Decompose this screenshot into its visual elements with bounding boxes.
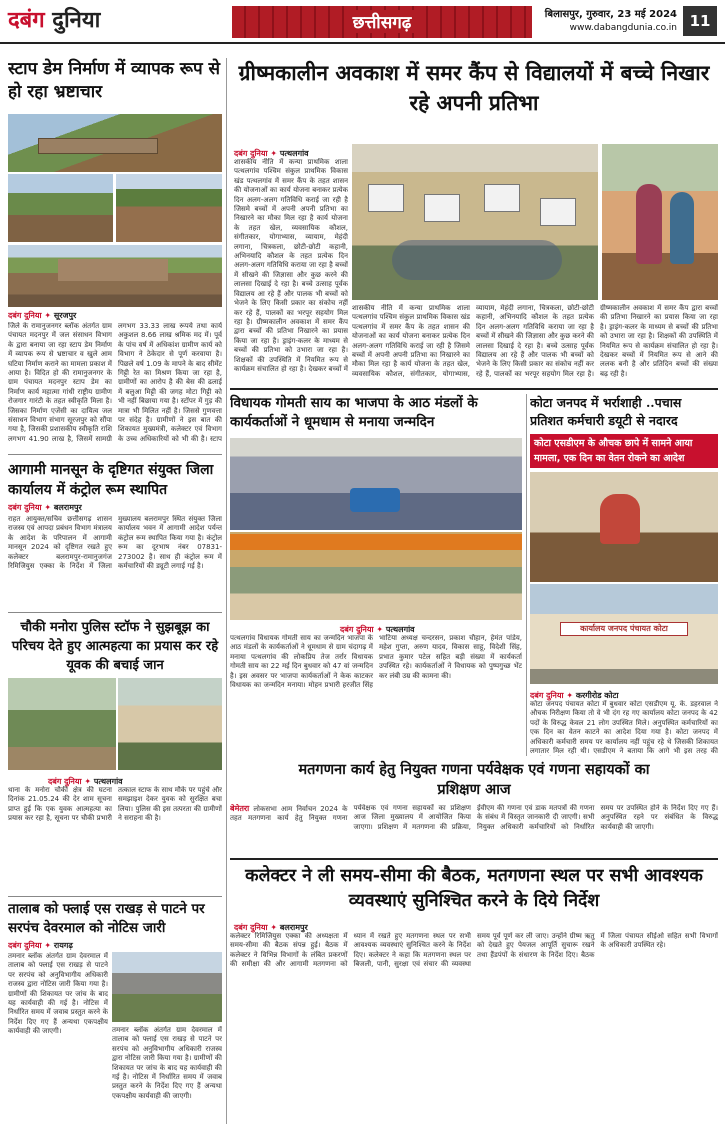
- byline-source: दबंग दुनिया: [234, 149, 268, 158]
- divider: [226, 58, 227, 1124]
- headline: कोटा जनपद में भर्राशाही ..पचास प्रतिशत कर्मचारी डयूटी से नदारद: [530, 395, 682, 428]
- logo-suffix: दुनिया: [44, 7, 101, 33]
- byline-city: करगीरोड कोटा: [575, 691, 619, 700]
- photo-dam-site-2: [8, 174, 113, 242]
- article-control-room: [8, 460, 222, 610]
- byline-source: दबंग दुनिया: [234, 923, 268, 932]
- headline: स्टाप डेम निर्माण में व्यापक रूप से हो रहा भ्रष्टाचार: [8, 59, 221, 102]
- byline: दबंग दुनिया ✦ सूरजपुर: [8, 311, 77, 320]
- article-summer-camp: [230, 58, 718, 386]
- photo-dam-structure: [38, 138, 158, 154]
- photo-teacher-students: [602, 144, 718, 300]
- section-title: छत्तीसगढ़: [345, 10, 420, 33]
- byline-source: दबंग दुनिया: [8, 503, 42, 512]
- byline: दबंग दुनिया ✦ पत्थलगांव: [48, 777, 123, 786]
- photo-police-staff-2: [118, 678, 222, 770]
- photo-classroom-children: [352, 144, 598, 300]
- article-control-room-body: राहत आयुक्त/सचिव छत्तीसगढ़ शासन राजस्व एवं आपदा प्रबंधन विभाग मंत्रालय के आदेश के परिपालन में आगामी मानसून 2024 को दृष्टिगत रखते हुए कलेक्टर बलरामपुर-रामानुजगंज रिमिजियुस एक्का के निर्देश में जिला मुख्यालय बलरामपुर स्थित संयुक्त जिला कार्यालय भवन में आगामी आदेश पर्यन्त कंट्रोल रूम स्थापित किया गया है। कंट्रोल रूम का दूरभाष नंबर 07831-273002 है। साथ ही कंट्रोल रूम में कर्मचारियों की ड्यूटी लगाई गई है।: [8, 515, 222, 571]
- dateline: [545, 8, 677, 35]
- photo-person: [670, 192, 694, 264]
- article-mla-birthday-body: पत्थलगांव विधायक गोमती साय का जन्मदिन भाजपा के आठ मंडलों के कार्यकर्ताओं ने धूमधाम से ग्राम चंदागढ़ में मनाया पत्थलगांव की लोकप्रिय तेज तर्रार विधायक गोमती साय का 22 मई दिन बुधवार को 47 वां जन्मदिन है। इस अवसर पर भाजपा कार्यकर्ताओं ने केक काटकर विधायक का जन्मदिन मनाया। मोहन प्रभारी हरजीत सिंह भाटिया अध्यक्ष चन्दरसन, प्रकाश चौहान, हेमंत पांडेय, महेश गुप्ता, अरुण यादव, विकास साहू, विदेशी सिंह, प्रभात कुमार पटेल सहित बड़ी संख्या में कार्यकर्ता उपस्थित रहे। कार्यकर्ताओं ने विधायक को पुष्पगुच्छ भेंट कर लंबी उम्र की कामना की।: [230, 634, 522, 690]
- headline: आगामी मानसून के दृष्टिगत संयुक्त जिला कार्यालय में कंट्रोल रूम स्थापित: [8, 462, 214, 498]
- page-number: 11: [683, 6, 717, 36]
- article-stop-dam: [8, 58, 222, 320]
- logo-prefix: दबंग: [8, 7, 45, 33]
- photo-janpad-building: [530, 584, 718, 684]
- byline-source: दबंग दुनिया: [530, 691, 564, 700]
- issue-date: बिलासपुर, गुरुवार, 23 मई 2024: [544, 9, 677, 20]
- divider: [8, 454, 222, 455]
- divider: [526, 394, 527, 756]
- headline: विधायक गोमती साय का भाजपा के आठ मंडलों के कार्यकर्ताओं ने धूमधाम से मनाया जन्मदिन: [230, 395, 478, 430]
- byline-source: दबंग दुनिया: [340, 625, 374, 634]
- photo-drawing-sheet: [368, 184, 404, 212]
- photo-drawing-sheet: [540, 198, 576, 226]
- article-notice-devarmal: [8, 900, 222, 1122]
- article-stop-dam-body: जिले के रामानुजनगर ब्लॉक अंतर्गत ग्राम पंचायत मदनपुर में जल संसाधन विभाग के द्वारा बनाया जा रहा स्टाप डेम निर्माण में व्यापक रूप से भ्रष्टाचार व खुले आम घटिया निर्माण कराने का मामला प्रकाश में आया है। विदित हो की रामानुजनगर के ग्राम पंचायत मदनपुर स्टाप डेम का निर्माण कार्य महात्मा गांधी राष्ट्रीय ग्रामीण रोजगार गारंटी के तहत स्वीकृति मिला है। जिसका निर्माण एजेंसी का दायित्व जल संसाधन विभाग संभाग सूरजपुर को सौंपा गया है, जिसकी प्रशासकीय स्वीकृति राशि लगभग 41.90 लाख है, जिसमें सामग्री लगभग 33.33 लाख रूपये तथा कार्य अकुशल 8.66 लाख श्रमिक मद में। पूर्व के पांच वर्ष में अधिकांश ग्रामीण कार्य को विभाग ने ठेकेदार से पूर्ण करवाया है। पिछले वर्ष 1.09 के मापने के बाद सीमेंट गिट्टी रेत का मिश्रण किया जा रहा है, ग्रामीणों का आरोप है की बेस की ढलाई में बलुआ मिट्टी की जगह मोटा गिट्टी को भी नहीं बिछाया गया है। स्टॉपर में गुड़ की मात्रा भी मिलित नहीं है। जिससे गुणवत्ता पर संदेह है। ग्रामीणों ने इस बात की शिकायत मुख्यमंत्री, कलेक्टर एवं विभाग के उच्च अधिकारियों को भी की है। स्टाप: [8, 322, 222, 443]
- photo-saffron-banner: [230, 534, 522, 550]
- photo-official: [600, 494, 640, 544]
- photo-celebration-cake: [230, 438, 522, 530]
- headline: चौकी मनोरा पुलिस स्टॉफ ने सुझबूझ का परिचय देते हुए आत्महत्या का प्रयास कर रहे यूवक की बचाई जान: [11, 620, 219, 673]
- article-notice-body-1: तमनार ब्लॉक अंतर्गत ग्राम देवरमाल में तालाब को फ्लाई एस राखड़ से पाटने पर सरपंच को अनुविभागीय अधिकारी राजस्व द्वारा नोटिस जारी किया गया है। ग्रामीणों की शिकायत पर जांच के बाद यह कार्यवाही की गई है। नोटिस में निर्धारित समय में जवाब प्रस्तुत करने के निर्देश दिए गए हैं अन्यथा एकपक्षीय कार्यवाही की जाएगी।: [8, 952, 108, 1036]
- building-signboard: कार्यालय जनपद पंचायत कोटा: [560, 622, 688, 636]
- article-collector-body: कलेक्टर रिमिजियुस एक्का की अध्यक्षता में समय-सीमा की बैठक संपन्न हुई। बैठक में कलेक्टर ने विभिन्न विभागों के लंबित प्रकरणों की समीक्षा की और आगामी मतगणना को ध्यान में रखते हुए मतगणना स्थल पर सभी आवश्यक व्यवस्थाएं सुनिश्चित करने के निर्देश दिए। कलेक्टर ने कहा कि मतगणना स्थल पर बिजली, पानी, सुरक्षा एवं संचार की व्यवस्था समय पूर्व पूर्ण कर ली जाए। उन्होंने ग्रीष्म ऋतु को देखते हुए पेयजल आपूर्ति सुचारू रखने तथा हैंडपंपों के संधारण के निर्देश दिए। बैठक में जिला पंचायत सीईओ सहित सभी विभागों के अधिकारी उपस्थित रहे।: [230, 932, 718, 969]
- photo-pond-fly-ash: [112, 952, 222, 1022]
- article-chowki-manora: [8, 618, 222, 892]
- photo-party-workers: [230, 532, 522, 620]
- headline: तालाब को फ्लाई एस राखड़ से पाटने पर सरपंच देवरमाल को नोटिस जारी: [8, 901, 205, 936]
- byline-source: दबंग दुनिया: [8, 311, 42, 320]
- byline: दबंग दुनिया ✦ करगीरोड कोटा: [530, 691, 619, 700]
- headline: ग्रीष्मकालीन अवकाश में समर कैंप से विद्यालयों में बच्चे निखार रहे अपनी प्रतिभा: [238, 60, 710, 115]
- article-summer-camp-body-1: शासकीय नीति में कन्या प्राथमिक शाला पत्थलगांव पश्चिम संकुल प्राथमिक विकास खंड पत्थलगांव में समर कैंप के तहत शासन की योजनाओं का कार्य योजना बनाकर प्रत्येक दिन अलग-अलग गतिविधि कराई जा रही है जिसमे बच्चों में अपनी अपनी प्रतिभा का निखारने का मौका मिल रहा है कार्य योजना के तहत खेल, व्यवसायिक कौशल, संगीतकार, योगाभ्यास, व्यायाम, मेहंदी लगाना, चित्रकला, छोटी-छोटी कहानी, अभिनयादि कौशल के तहत प्रत्येक दिन अलग-अलग गतिविधि कराया जा रहा है बच्चों में सीखने की जिज्ञासा और कुछ करने की लालसा दिखाई दे रहा है। बच्चे उत्साह पूर्वक विद्यालय आ रहे हैं और पालक भी बच्चों को भेजने के लिए किसी प्रकार का संकोच नहीं कर रहे हैं, पालकों का भरपूर सहयोग मिल रहा है। ग्रीष्मकालीन अवकाश में समर कैंप द्वारा बच्चों की प्रतिभा निखारने का प्रयास किया जा रहा है। ड्राइंग-कलर के माध्यम से बच्चों की प्रतिभा को उभारा जा रहा है। शिक्षकों की उपस्थिति में नियमित रूप से कार्यक्रम संचालित हो रहा है। देखकर बच्चों में: [234, 158, 348, 373]
- byline: दबंग दुनिया ✦ बलरामपुर: [234, 923, 308, 932]
- byline: दबंग दुनिया ✦ बलरामपुर: [8, 503, 82, 512]
- article-enumeration-body: [230, 804, 718, 852]
- photo-dam-site-3: [116, 174, 222, 242]
- photo-children-group: [392, 240, 562, 280]
- newspaper-logo: [8, 4, 100, 34]
- section-band: [232, 6, 532, 38]
- masthead: [0, 0, 725, 44]
- article-collector-meeting: [230, 864, 718, 1124]
- byline-source: दबंग दुनिया: [48, 777, 82, 786]
- photo-person: [636, 184, 662, 264]
- byline-city: पत्थलगांव: [93, 777, 123, 786]
- article-enumeration-training: [230, 760, 718, 854]
- byline-city: सूरजपुर: [53, 311, 77, 320]
- byline-city: रायगढ़: [53, 941, 73, 950]
- subhead-banner: कोटा एसडीएम के औचक छापे में सामने आया मामला, एक दिन का वेतन रोकने का आदेश: [530, 434, 718, 468]
- divider: [230, 858, 718, 860]
- article-mla-birthday: [230, 394, 522, 754]
- website-url: www.dabangdunia.co.in: [569, 23, 677, 33]
- photo-sdm-office: [530, 472, 718, 582]
- byline-city: पत्थलगांव: [385, 625, 415, 634]
- byline: दबंग दुनिया ✦ पत्थलगांव: [340, 625, 415, 634]
- byline-city: बलरामपुर: [53, 503, 82, 512]
- byline-source: बेमेतरा: [230, 804, 250, 813]
- article-notice-body-2: तमनार ब्लॉक अंतर्गत ग्राम देवरमाल में तालाब को फ्लाई एस राखड़ से पाटने पर सरपंच को अनुविभागीय अधिकारी राजस्व द्वारा नोटिस जारी किया गया है। ग्रामीणों की शिकायत पर जांच के बाद यह कार्यवाही की गई है। नोटिस में निर्धारित समय में जवाब प्रस्तुत करने के निर्देश दिए गए हैं अन्यथा एकपक्षीय कार्यवाही की जाएगी।: [112, 1026, 222, 1100]
- headline: मतगणना कार्य हेतु नियुक्त गणना पर्यवेक्षक एवं गणना सहायकों का प्रशिक्षण आज: [298, 761, 650, 798]
- photo-drawing-sheet: [484, 184, 520, 212]
- byline: दबंग दुनिया ✦ रायगढ़: [8, 941, 73, 950]
- article-chowki-body: थाना के मनोरा चौकी क्षेत्र की घटना दिनांक 21.05.24 की देर शाम सूचना प्राप्त हुई कि एक युवक आत्महत्या का प्रयास कर रहा है, सूचना पर चौकी प्रभारी तत्काल स्टाफ के साथ मौके पर पहुंचे और समझाइश देकर युवक को सुरक्षित बचा लिया। पुलिस की इस तत्परता की ग्रामीणों ने सराहना की है।: [8, 786, 222, 823]
- photo-police-staff-1: [8, 678, 116, 770]
- photo-drawing-sheet: [424, 194, 460, 222]
- byline-city: पत्थलगांव: [279, 149, 309, 158]
- article-summer-camp-body-2: शासकीय नीति में कन्या प्राथमिक शाला पत्थलगांव पश्चिम संकुल प्राथमिक विकास खंड पत्थलगांव में समर कैंप के तहत शासन की योजनाओं का कार्य योजना बनाकर प्रत्येक दिन अलग-अलग गतिविधि कराई जा रही है जिसमे बच्चों में अपनी अपनी प्रतिभा का निखारने का मौका मिल रहा है कार्य योजना के तहत खेल, व्यवसायिक कौशल, संगीतकार, योगाभ्यास, व्यायाम, मेहंदी लगाना, चित्रकला, छोटी-छोटी कहानी, अभिनयादि कौशल के तहत प्रत्येक दिन अलग-अलग गतिविधि कराया जा रहा है बच्चों में सीखने की जिज्ञासा और कुछ करने की लालसा दिखाई दे रहा है। बच्चे उत्साह पूर्वक विद्यालय आ रहे हैं और पालक भी बच्चों को भेजने के लिए किसी प्रकार का संकोच नहीं कर रहे हैं, पालकों का भरपूर सहयोग मिल रहा है। ग्रीष्मकालीन अवकाश में समर कैंप द्वारा बच्चों की प्रतिभा निखारने का प्रयास किया जा रहा है। ड्राइंग-कलर के माध्यम से बच्चों की प्रतिभा को उभारा जा रहा है। शिक्षकों की उपस्थिति में नियमित रूप से कार्यक्रम संचालित हो रहा है। देखकर बच्चों में नियमित रूप से आने की ललक बनी है और प्रतिदिन बच्चों की संख्या बढ़ रही है।: [352, 304, 718, 378]
- byline-city: बलरामपुर: [279, 923, 308, 932]
- divider: [230, 388, 718, 390]
- article-enumeration-text: लोकसभा आम निर्वाचन 2024 के तहत मतगणना कार्य हेतु नियुक्त गणना पर्यवेक्षक एवं गणना सहायकों का प्रशिक्षण आज जिला मुख्यालय में आयोजित किया जाएगा। प्रशिक्षण में मतगणना की प्रक्रिया, ईवीएम की गणना एवं डाक मतपत्रों की गणना के संबंध में विस्तृत जानकारी दी जाएगी। सभी नियुक्त अधिकारी कर्मचारियों को निर्धारित समय पर उपस्थित होने के निर्देश दिए गए हैं। अनुपस्थित रहने पर संबंधित के विरुद्ध कार्यवाही की जाएगी।: [230, 804, 718, 831]
- byline: दबंग दुनिया ✦ पत्थलगांव: [234, 149, 309, 158]
- byline-source: दबंग दुनिया: [8, 941, 42, 950]
- divider: [8, 612, 222, 613]
- headline: कलेक्टर ने ली समय-सीमा की बैठक, मतगणना स्थल पर सभी आवश्यक व्यवस्थाएं सुनिश्चित करने के दिये निर्देश: [245, 866, 703, 911]
- divider: [8, 896, 222, 897]
- photo-dam-wall: [58, 259, 168, 281]
- article-kota-body: कोटा जनपद पंचायत कोटा में बुधवार कोटा एसडीएम यू. के. डहरवाल ने औचक निरीक्षण किया तो वे भी दंग रह गए कार्यालय कोटा जनपद के 42 पदों के विरुद्ध केवल 21 लोग उपस्थित मिले। अनुपस्थित कर्मचारियों का एक दिन का वेतन काटने का आदेश दिया गया है। कोटा जनपद में अधिकारी कर्मचारी समय पर कार्यालय नहीं पहुंच रहे थे जिसकी शिकायत लगातार मिल रही थी। एसडीएम ने बताया कि आगे भी इस तरह की: [530, 700, 718, 756]
- article-kota-employees: [530, 394, 718, 756]
- photo-dam-site-1: [8, 114, 222, 172]
- photo-dam-site-4: [8, 245, 222, 307]
- photo-cake: [350, 488, 400, 512]
